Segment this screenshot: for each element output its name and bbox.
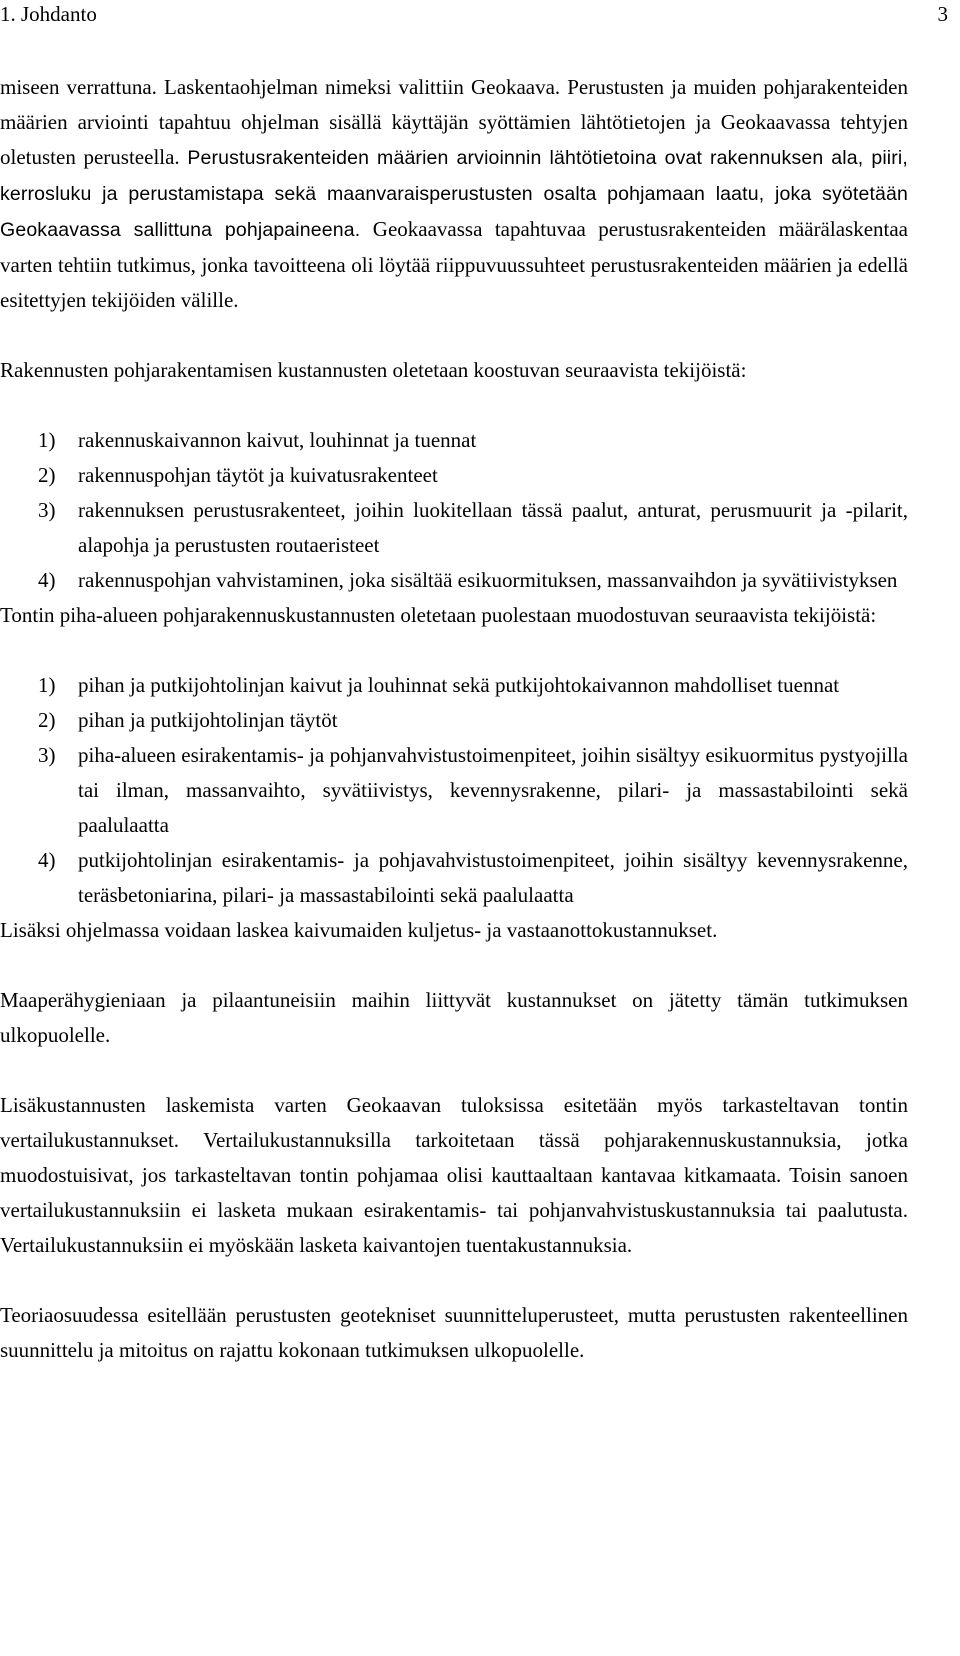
intro-text-part3: Geokaavassa tapahtuvaa perustusrakenteiden määrälaskentaa varten tehtiin tutkimus, jonka tavoitteena oli löytää riippuvuussuhteet perustusrakenteiden määrien ja edellä esitettyjen tekijöiden välille. (0, 217, 909, 312)
yard-costs-list (0, 668, 908, 913)
building-costs-list (0, 423, 908, 598)
transport-paragraph: Lisäksi ohjelmassa voidaan laskea kaivumaiden kuljetus- ja vastaanottokustannukset. (0, 918, 718, 942)
theory-paragraph: Teoriaosuudessa esitellään perustusten geotekniset suunnitteluperusteet, mutta perustusten rakenteellinen suunnittelu ja mitoitus on rajattu kokonaan tutkimuksen ulkopuolelle. (0, 1303, 908, 1362)
list-item: 4) rakennuspohjan vahvistaminen, joka sisältää esikuormituksen, massanvaihdon ja syvätiivistyksen (38, 568, 898, 592)
intro-text-part1: miseen verrattuna. Laskentaohjelman nimeksi valittiin Geokaava. Perustusten ja muiden pohjarakenteiden määrien arviointi tapahtuu ohjelman sisällä käyttäjän syöttämien lähtötietojen ja Geokaavassa tehtyjen oletusten perusteella. (0, 75, 908, 169)
intro-text-part2: Perustusrakenteiden määrien arvioinnin lähtötietoina ovat rakennuksen ala, piiri, kerrosluku ja perustamistapa sekä maanvaraisperustusten osalta pohjamaan laatu, joka syötetään Geokaavassa sallittuna pohjapaineena. (0, 147, 908, 241)
list-item: 3) rakennuksen perustusrakenteet, joihin luokitellaan tässä paalut, anturat, perusmuurit ja -pilarit, alapohja ja perustusten routaeristeet (38, 498, 908, 557)
building-costs-lead: Rakennusten pohjarakentamisen kustannusten oletetaan koostuvan seuraavista tekijöistä: (0, 358, 747, 382)
list-item: 3) piha-alueen esirakentamis- ja pohjanvahvistustoimenpiteet, joihin sisältyy esikuormitus pystyojilla tai ilman, massanvaihto, syvätiivistys, kevennysrakenne, pilari- ja massastabilointi sekä paalulaatta (38, 743, 908, 837)
intro-paragraph (0, 70, 908, 318)
list-item: 2) rakennuspohjan täytöt ja kuivatusrakenteet (38, 463, 438, 487)
list-item: 2) pihan ja putkijohtolinjan täytöt (38, 708, 338, 732)
comparison-paragraph: Lisäkustannusten laskemista varten Geokaavan tuloksissa esitetään myös tarkasteltavan tontin vertailukustannukset. Vertailukustannuksilla tarkoitetaan tässä pohjarakennuskustannuksia, jotka muodostuisivat, jos tarkasteltavan tontin pohjamaa olisi kauttaaltaan kantavaa kitkamaata. Toisin sanoen vertailukustannuksiin ei lasketa mukaan esirakentamis- tai pohjanvahvistuskustannuksia tai paalutusta. Vertailukustannuksiin ei myöskään lasketa kaivantojen tuentakustannuksia. (0, 1093, 908, 1257)
running-header (0, 0, 948, 28)
chapter-title: 1. Johdanto (0, 2, 97, 26)
list-item: 1) rakennuskaivannon kaivut, louhinnat ja tuennat (38, 428, 477, 452)
page-number: 3 (937, 2, 948, 26)
list-item: 4) putkijohtolinjan esirakentamis- ja pohjavahvistustoimenpiteet, joihin sisältyy kevennysrakenne, teräsbetoniarina, pilari- ja massastabilointi sekä paalulaatta (38, 848, 908, 907)
yard-costs-lead: Tontin piha-alueen pohjarakennuskustannusten oletetaan puolestaan muodostuvan seuraavista tekijöistä: (0, 603, 877, 627)
hygiene-paragraph: Maaperähygieniaan ja pilaantuneisiin maihin liittyvät kustannukset on jätetty tämän tutkimuksen ulkopuolelle. (0, 988, 908, 1047)
list-item: 1) pihan ja putkijohtolinjan kaivut ja louhinnat sekä putkijohtokaivannon mahdolliset tuennat (38, 673, 840, 697)
